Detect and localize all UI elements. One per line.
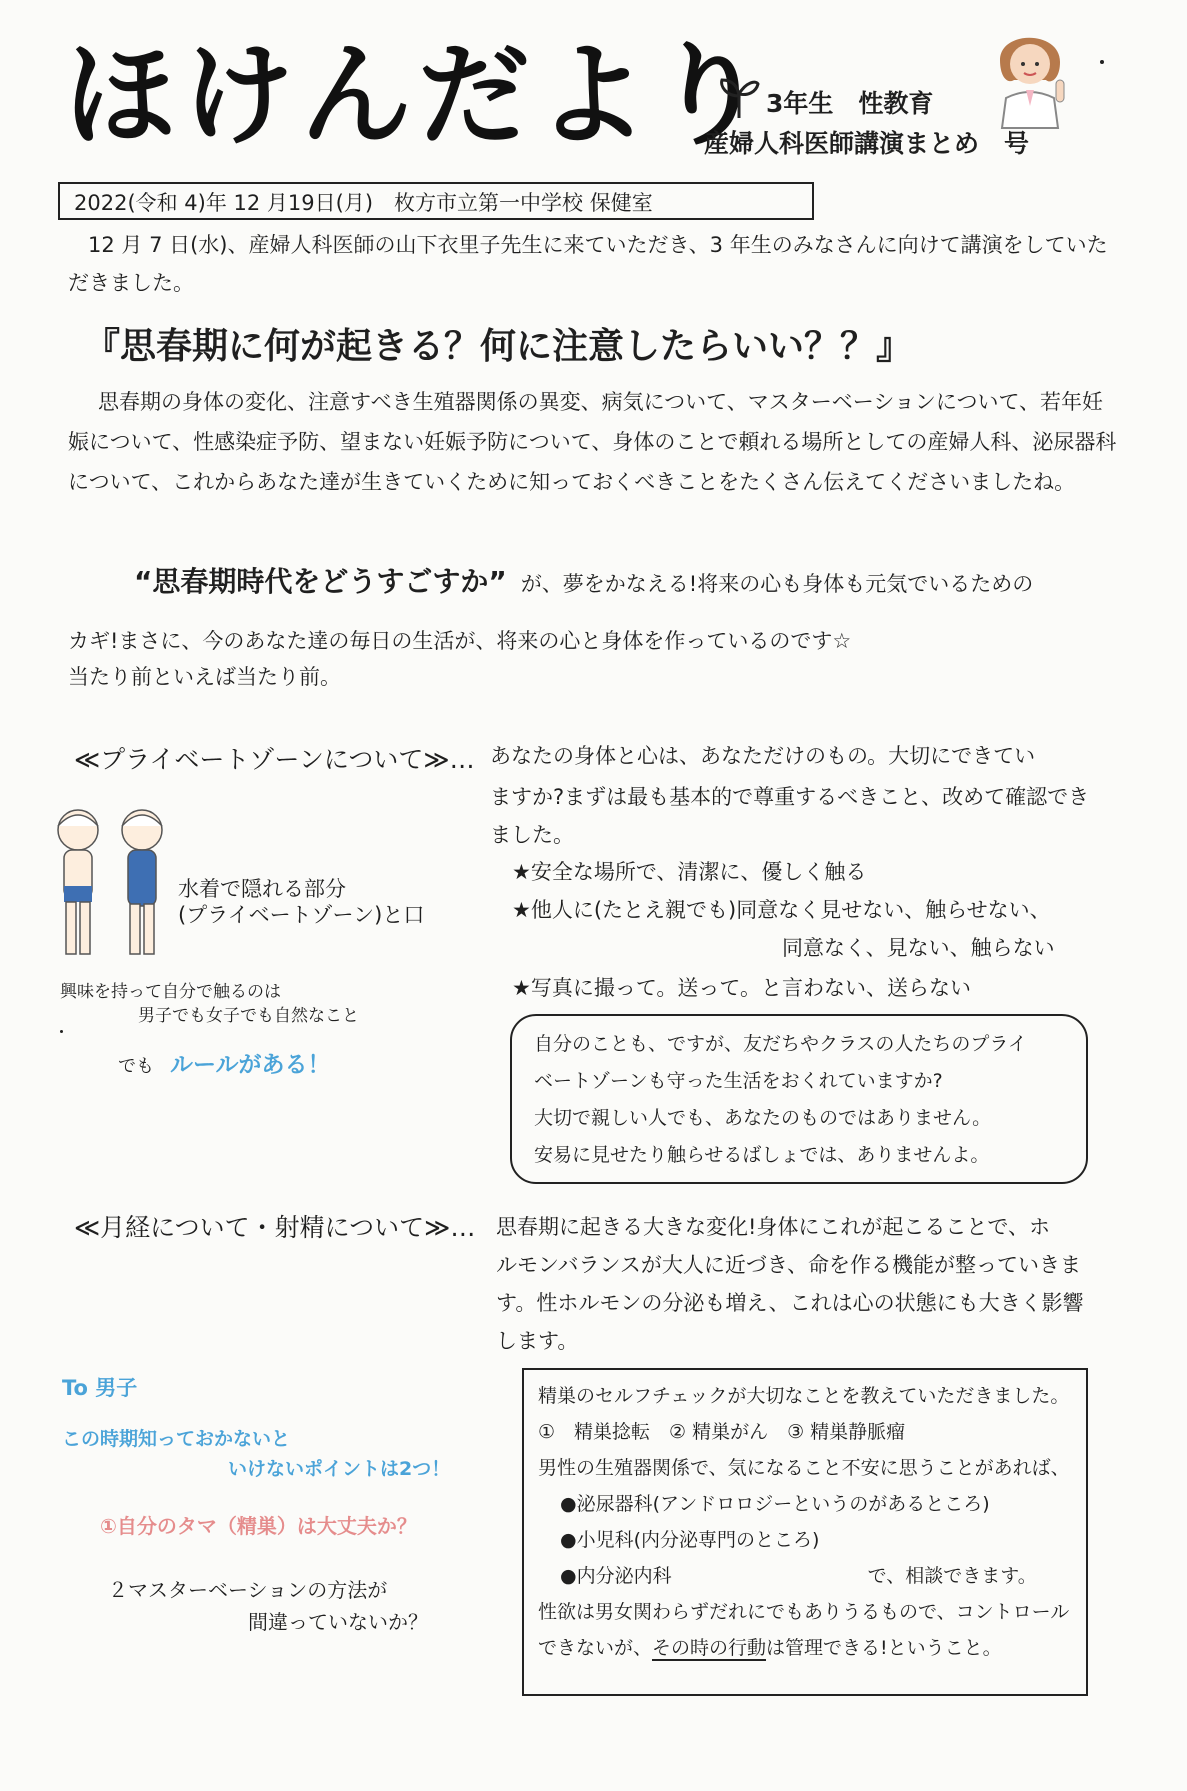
boys-question-2-line-2: 間違っていないか？ bbox=[248, 1610, 428, 1634]
swimsuit-caption-line-1: 水着で隠れる部分 bbox=[178, 877, 346, 901]
grade-topic: 3年生 性教育 bbox=[766, 89, 934, 118]
interest-caption-line-1: 興味を持って自分で触るのは bbox=[60, 982, 281, 1002]
interest-caption-line-2: 男子でも女子でも自然なこと bbox=[138, 1006, 359, 1026]
selfcheck-line-1: 精巣のセルフチェックが大切なことを教えていただきました。 bbox=[538, 1385, 1070, 1407]
boys-point-line-2: いけないポイントは2つ！ bbox=[228, 1458, 451, 1480]
selfcheck-line-8-underlined: その時の行動 bbox=[652, 1637, 767, 1659]
rule-item-2: ★他人に(たとえ親でも)同意なく見せない、触らせない、 bbox=[512, 898, 1051, 922]
private-zone-callout-box bbox=[510, 1014, 1088, 1184]
rule-item-1: ★安全な場所で、清潔に、優しく触る bbox=[512, 860, 867, 884]
lecture-summary-paragraph: 思春期の身体の変化、注意すべき生殖器関係の異変、病気について、マスターベーションについて、若年妊娠について、性感染症予防、望まない妊娠予防について、身体のことで頼れる場所としての産婦人科、泌尿器科について、これからあなた達が生きていくために知っておくべきことをたくさん伝えてくださいましたね。 bbox=[68, 390, 1117, 494]
callout-line-3: 大切で親しい人でも、あなたのものではありません。 bbox=[534, 1107, 992, 1129]
rule-item-3: ★写真に撮って。送って。と言わない、送らない bbox=[512, 976, 971, 1000]
selfcheck-line-7: 性欲は男女関わらずだれにでもありうるもので、コントロール bbox=[538, 1601, 1070, 1623]
swimsuit-caption bbox=[178, 876, 424, 928]
menses-heading: ≪月経について・射精について≫… bbox=[74, 1213, 476, 1242]
testicle-selfcheck-box bbox=[522, 1368, 1088, 1696]
swimsuit-caption-line-2: (プライベートゾーン)と口 bbox=[178, 903, 425, 927]
selfcheck-line-6 bbox=[538, 1558, 1072, 1594]
selfcheck-line-4: ●泌尿器科(アンドロロジーというのがあるところ) bbox=[560, 1493, 990, 1515]
selfcheck-line-8-a: できないが、 bbox=[538, 1637, 653, 1659]
callout-line-2: ベートゾーンも守った生活をおくれていますか? bbox=[534, 1070, 943, 1092]
selfcheck-line-8-c: は管理できる!ということ。 bbox=[766, 1637, 1002, 1659]
boys-question-2-line-1: ２マスターベーションの方法が bbox=[108, 1578, 388, 1602]
dateline-box: 2022(令和 4)年 12 月19日(月) 枚方市立第一中学校 保健室 bbox=[58, 182, 814, 220]
selfcheck-line-6-consult: で、相談できます。 bbox=[867, 1565, 1037, 1587]
selfcheck-line-8 bbox=[538, 1630, 1072, 1666]
key-rest: が、夢をかなえる!将来の心も身体も元気でいるための bbox=[520, 572, 1034, 596]
selfcheck-line-6-clinic: ●内分泌内科 bbox=[560, 1565, 672, 1587]
scan-speck bbox=[60, 1030, 63, 1033]
intro-paragraph: 12 月 7 日(水)、産婦人科医師の山下衣里子先生に来ていただき、3 年生のみなさんに向けて講演をしていただきました。 bbox=[68, 233, 1108, 295]
key-continuation-2: 当たり前といえば当たり前。 bbox=[68, 665, 341, 689]
interest-caption bbox=[60, 980, 359, 1028]
rules-caption-emphasis: ルールがある！ bbox=[170, 1052, 331, 1078]
scan-speck bbox=[1100, 60, 1104, 64]
sprout-icon bbox=[716, 74, 762, 120]
boys-question-1: ①自分のタマ（精巣）は大丈夫か？ bbox=[100, 1514, 417, 1538]
to-boys-label: To 男子 bbox=[62, 1376, 138, 1400]
selfcheck-line-2: ① 精巣捻転 ② 精巣がん ③ 精巣静脈瘤 bbox=[538, 1421, 906, 1443]
rules-caption-prefix: でも bbox=[118, 1056, 154, 1077]
children-swimsuit-illustration bbox=[40, 800, 180, 970]
menses-text-2: ルモンバランスが大人に近づき、命を作る機能が整っていきます。性ホルモンの分泌も増え、これは心の状態にも大きく影響します。 bbox=[496, 1253, 1084, 1353]
private-zone-heading: ≪プライベートゾーンについて≫… bbox=[74, 745, 475, 774]
callout-line-4: 安易に見せたり触らせるばしょでは、ありませんよ。 bbox=[534, 1144, 990, 1166]
private-zone-text-1: あなたの身体と心は、あなただけのもの。大切にできてい bbox=[490, 744, 1036, 768]
rule-item-2b: 同意なく、見ない、触らない bbox=[782, 936, 1055, 960]
masthead-title: ほけんだより bbox=[64, 31, 772, 161]
key-phrase: “思春期時代をどうすごすか” bbox=[134, 565, 507, 598]
callout-line-1: 自分のことも、ですが、友だちやクラスの人たちのプライ bbox=[534, 1033, 1027, 1055]
private-zone-text-2: ますか?まずは最も基本的で尊重するべきこと、改めて確認できました。 bbox=[490, 785, 1090, 847]
rules-caption bbox=[118, 1046, 331, 1079]
school-nurse-illustration bbox=[980, 20, 1080, 130]
key-continuation-1: カギ!まさに、今のあなた達の毎日の生活が、将来の心と身体を作っているのです☆ bbox=[68, 629, 852, 653]
menses-text-1: 思春期に起きる大きな変化!身体にこれが起こることで、ホ bbox=[496, 1215, 1050, 1239]
boys-point-line-1: この時期知っておかないと bbox=[62, 1428, 291, 1450]
issue-title: 産婦人科医師講演まとめ 号 bbox=[704, 129, 1030, 158]
key-message bbox=[134, 560, 1033, 600]
selfcheck-line-5: ●小児科(内分泌専門のところ) bbox=[560, 1529, 820, 1551]
lecture-headline: 『思春期に何が起きる？何に注意したらいい？？』 bbox=[84, 326, 913, 367]
selfcheck-line-3: 男性の生殖器関係で、気になること不安に思うことがあれば、 bbox=[538, 1457, 1070, 1479]
